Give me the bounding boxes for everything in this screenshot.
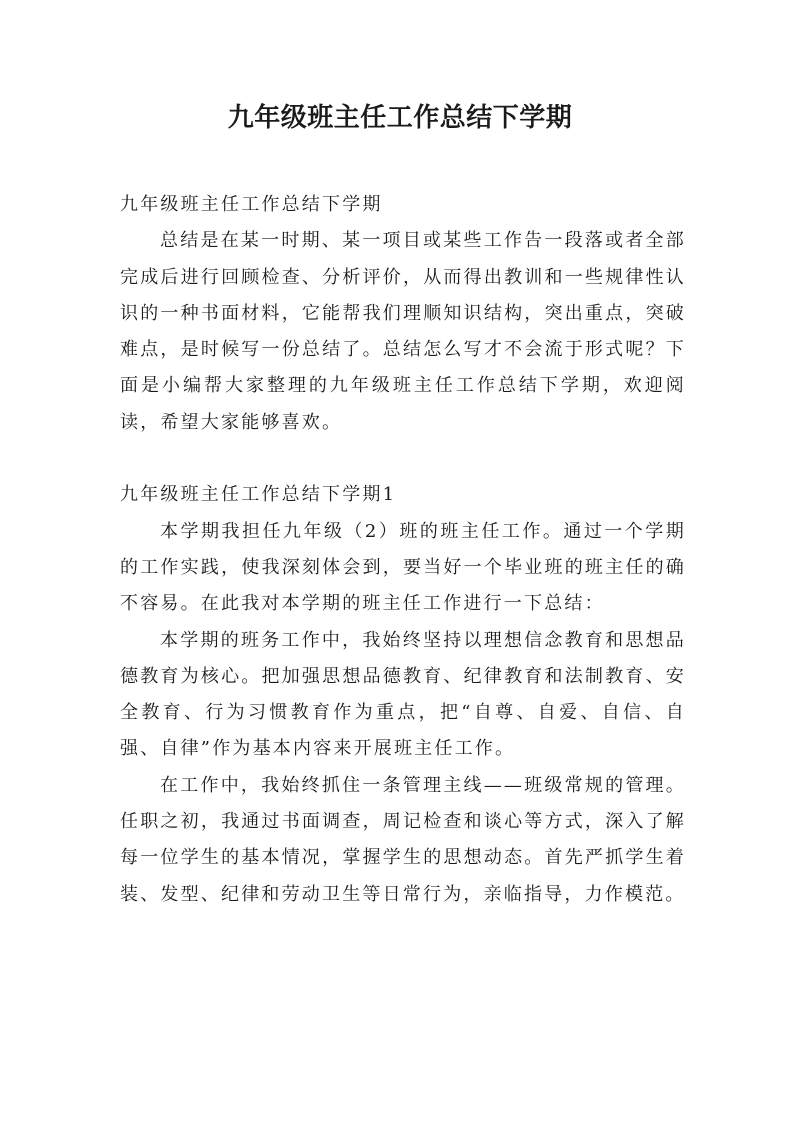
section-heading-intro: 九年级班主任工作总结下学期 bbox=[120, 194, 383, 215]
document-title: 九年级班主任工作总结下学期 bbox=[227, 103, 573, 133]
body-paragraph-1: 本学期我担任九年级（2）班的班主任工作。通过一个学期的工作实践，使我深刻体会到，要当好一个毕业班的班主任的确不容易。在此我对本学期的班主任工作进行一下总结： bbox=[120, 520, 686, 615]
body-paragraph-2: 本学期的班务工作中，我始终坚持以理想信念教育和思想品德教育为核心。把加强思想品德教育、纪律教育和法制教育、安全教育、行为习惯教育作为重点，把“自尊、自爱、自信、自强、自律”作为基本内容来开展班主任工作。 bbox=[120, 629, 686, 760]
section-heading-1: 九年级班主任工作总结下学期1 bbox=[120, 484, 397, 506]
intro-paragraph: 总结是在某一时期、某一项目或某些工作告一段落或者全部完成后进行回顾检查、分析评价，从而得出教训和一些规律性认识的一种书面材料，它能帮我们理顺知识结构，突出重点，突破难点，是时候写一份总结了。总结怎么写才不会流于形式呢？下面是小编帮大家整理的九年级班主任工作总结下学期，欢迎阅读，希望大家能够喜欢。 bbox=[120, 230, 686, 433]
body-paragraph-3: 在工作中，我始终抓住一条管理主线——班级常规的管理。任职之初，我通过书面调查，周记检查和谈心等方式，深入了解每一位学生的基本情况，掌握学生的思想动态。首先严抓学生着装、发型、纪律和劳动卫生等日常行为，亲临指导，力作模范。 bbox=[120, 774, 686, 905]
document-body bbox=[120, 187, 686, 913]
paragraph-spacer bbox=[120, 441, 686, 477]
